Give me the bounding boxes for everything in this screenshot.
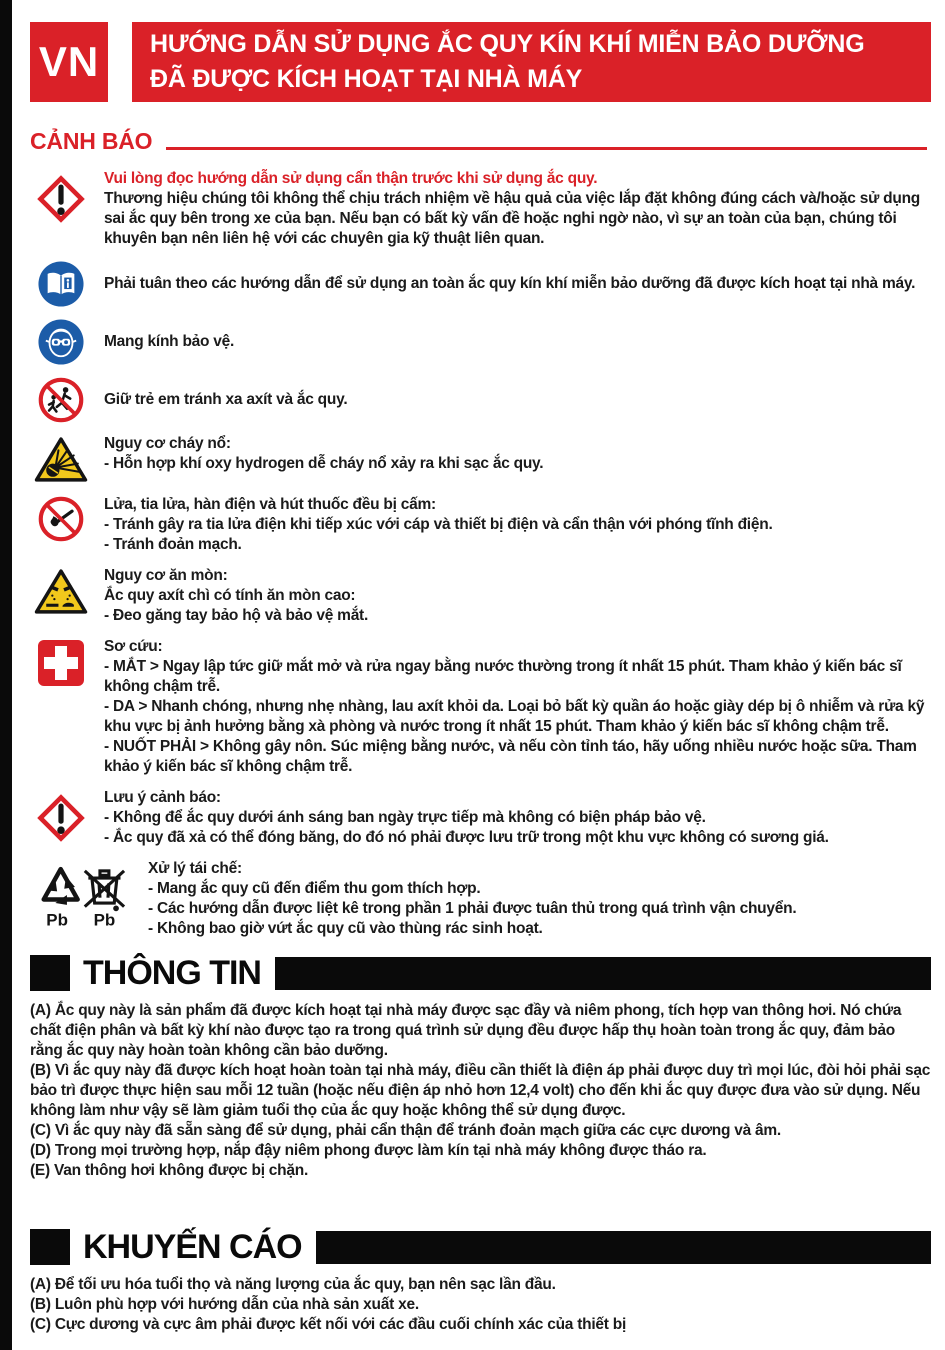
advice-section-header: [30, 1227, 931, 1267]
page-title-line1: HƯỚNG DẪN SỬ DỤNG ẮC QUY KÍN KHÍ MIỄN BẢO DƯỠNG: [150, 30, 865, 59]
warning-line: - Tránh đoản mạch.: [104, 536, 242, 553]
warning-item: [30, 434, 931, 484]
advice-paragraph: (C) Cực dương và cực âm phải được kết nối với các đầu cuối chính xác của thiết bị: [30, 1316, 627, 1333]
warning-item-text: [104, 434, 543, 484]
pb-label: Pb: [46, 910, 68, 930]
warning-item-text: [104, 332, 234, 352]
recycle-pb-icon: [30, 859, 136, 939]
warning-item-text: [104, 274, 915, 294]
section-square-marker: [30, 1229, 70, 1265]
warning-item: [30, 637, 931, 777]
warning-item-heading: Lưu ý cảnh báo:: [104, 789, 221, 806]
warning-item: [30, 260, 931, 307]
info-paragraph: (D) Trong mọi trường hợp, nắp đậy niêm phong được làm kín tại nhà máy không được tháo ra.: [30, 1142, 707, 1159]
warning-item-heading: Sơ cứu:: [104, 638, 163, 655]
first-aid-icon: [30, 637, 92, 777]
section-square-marker: [30, 955, 70, 991]
warning-line: - Mang ắc quy cũ đến điểm thu gom thích hợp.: [148, 880, 481, 897]
warning-line: Giữ trẻ em tránh xa axít và ắc quy.: [104, 390, 348, 408]
warning-item-text: [104, 495, 773, 555]
warning-line: - DA > Nhanh chóng, nhưng nhẹ nhàng, lau axít khỏi da. Loại bỏ bất kỳ quần áo hoặc giày dép bị ô nhiễm và rửa kỹ khu vực bị ảnh hưởng bằng xà phòng và nước trong ít nhất 15 phút. Tham khảo ý kiến bác sĩ không chậm trễ.: [104, 698, 925, 735]
title-bar: [132, 22, 931, 102]
warning-section-title: CẢNH BÁO: [30, 128, 153, 154]
warning-item: [30, 376, 931, 423]
warning-line: - Không để ắc quy dưới ánh sáng ban ngày trực tiếp mà không có biện pháp bảo vệ.: [104, 809, 706, 826]
warning-item: [30, 788, 931, 848]
info-section-title: THÔNG TIN: [83, 953, 261, 992]
document-header: [30, 22, 931, 102]
page-left-edge: [0, 0, 12, 1350]
warning-line: - NUỐT PHẢI > Không gây nôn. Súc miệng bằng nước, và nếu còn tỉnh táo, hãy uống nhiều nước hoặc sữa. Tham khảo ý kiến bác sĩ không chậm trễ.: [104, 738, 917, 775]
warning-line: - Các hướng dẫn được liệt kê trong phần 1 phải được tuân thủ trong quá trình vận chuyển.: [148, 900, 797, 917]
warning-line: - Không bao giờ vứt ắc quy cũ vào thùng rác sinh hoạt.: [148, 920, 543, 937]
warning-item: [30, 859, 931, 939]
warning-item-text: [148, 859, 796, 939]
info-paragraphs: [30, 1001, 931, 1181]
warning-section-header: [30, 128, 931, 155]
advice-section-title: KHUYẾN CÁO: [83, 1227, 302, 1266]
warning-line: - Hỗn hợp khí oxy hydrogen dễ cháy nổ xảy ra khi sạc ắc quy.: [104, 455, 544, 472]
advice-paragraphs: [30, 1275, 931, 1335]
warning-items-list: [30, 169, 931, 939]
warning-item-heading: Lửa, tia lửa, hàn điện và hút thuốc đều bị cấm:: [104, 496, 436, 513]
explosion-hazard-icon: [30, 434, 92, 484]
safety-goggles-icon: [30, 318, 92, 365]
warning-item-heading: Nguy cơ ăn mòn:: [104, 567, 228, 584]
info-paragraph: (C) Vì ắc quy này đã sẵn sàng để sử dụng, phải cẩn thận để tránh đoản mạch giữa các cực dương và âm.: [30, 1122, 781, 1139]
warning-item-heading: Nguy cơ cháy nổ:: [104, 435, 231, 452]
ghs-exclamation-diamond-icon: [30, 169, 92, 249]
no-fire-icon: [30, 495, 92, 555]
warning-item-text: [104, 788, 829, 848]
warning-item: [30, 318, 931, 365]
corrosion-hazard-icon: [30, 566, 92, 626]
warning-item-text: [104, 390, 347, 410]
advice-paragraph: (A) Để tối ưu hóa tuổi thọ và năng lượng của ắc quy, bạn nên sạc lần đầu.: [30, 1276, 556, 1293]
ghs-exclamation-diamond-icon: [30, 788, 92, 848]
warning-line: - Đeo găng tay bảo hộ và bảo vệ mắt.: [104, 607, 369, 624]
advice-paragraph: (B) Luôn phù hợp với hướng dẫn của nhà sản xuất xe.: [30, 1296, 419, 1313]
info-paragraph: (A) Ắc quy này là sản phẩm đã được kích hoạt tại nhà máy được sạc đầy và niêm phong, tích hợp van thông hơi. Nó chứa chất điện phân và bất kỳ khí nào được tạo ra trong quá trình sử dụng đều được hấp thụ hoàn toàn trong ắc quy, đảm bảo rằng ắc quy này hoàn toàn không cần bảo dưỡng.: [30, 1002, 902, 1059]
warning-item-heading: Xử lý tái chế:: [148, 860, 242, 877]
pb-label: Pb: [93, 910, 116, 930]
section-header-bar: [316, 1231, 931, 1264]
warning-item-text: [104, 637, 931, 777]
warning-item: [30, 495, 931, 555]
warning-line: - MẮT > Ngay lập tức giữ mắt mở và rửa ngay bằng nước thường trong ít nhất 15 phút. Tham khảo ý kiến bác sĩ không chậm trễ.: [104, 658, 902, 695]
warning-line: Ắc quy axít chì có tính ăn mòn cao:: [104, 587, 356, 604]
warning-lead-text: Vui lòng đọc hướng dẫn sử dụng cẩn thận trước khi sử dụng ắc quy.: [104, 170, 598, 187]
warning-line: - Tránh gây ra tia lửa điện khi tiếp xúc với cáp và thiết bị điện và cẩn thận với phóng tĩnh điện.: [104, 516, 773, 533]
warning-item-text: [104, 169, 931, 249]
info-paragraph: (E) Van thông hơi không được bị chặn.: [30, 1162, 309, 1179]
section-header-bar: [275, 957, 931, 990]
warning-item: [30, 566, 931, 626]
warning-item-text: [104, 566, 368, 626]
warning-line: Phải tuân theo các hướng dẫn để sử dụng an toàn ắc quy kín khí miễn bảo dưỡng đã được kích hoạt tại nhà máy.: [104, 274, 916, 292]
warning-heading-rule: [166, 147, 927, 150]
warning-line: Mang kính bảo vệ.: [104, 332, 235, 350]
warning-line: Thương hiệu chúng tôi không thể chịu trách nhiệm về hậu quả của việc lắp đặt không đúng cách và/hoặc sử dụng sai ắc quy bên trong xe của bạn. Nếu bạn có bất kỳ vấn đề hoặc nghi ngờ nào, vì sự an toàn của bạn, chúng tôi khuyên bạn nên liên hệ với các chuyên gia kỹ thuật liên quan.: [104, 190, 921, 247]
info-paragraph: (B) Vì ắc quy này đã được kích hoạt hoàn toàn tại nhà máy, điều cần thiết là điện áp phải được duy trì mọi lúc, đòi hỏi phải sạc bảo trì được thực hiện sau mỗi 12 tuần (hoặc nếu điện áp nhỏ hơn 12,4 volt) cho đến khi ắc quy được đưa vào sử dụng. Nếu không làm như vậy sẽ làm giảm tuổi thọ của ắc quy hoặc không thể sử dụng được.: [30, 1062, 931, 1119]
warning-line: - Ắc quy đã xả có thể đóng băng, do đó nó phải được lưu trữ trong một khu vực không có sương giá.: [104, 829, 829, 846]
warning-item: [30, 169, 931, 249]
page-title-line2: ĐÃ ĐƯỢC KÍCH HOẠT TẠI NHÀ MÁY: [150, 64, 583, 93]
keep-children-away-icon: [30, 376, 92, 423]
manual-book-icon: [30, 260, 92, 307]
language-badge: VN: [30, 22, 108, 102]
info-section-header: [30, 953, 931, 993]
